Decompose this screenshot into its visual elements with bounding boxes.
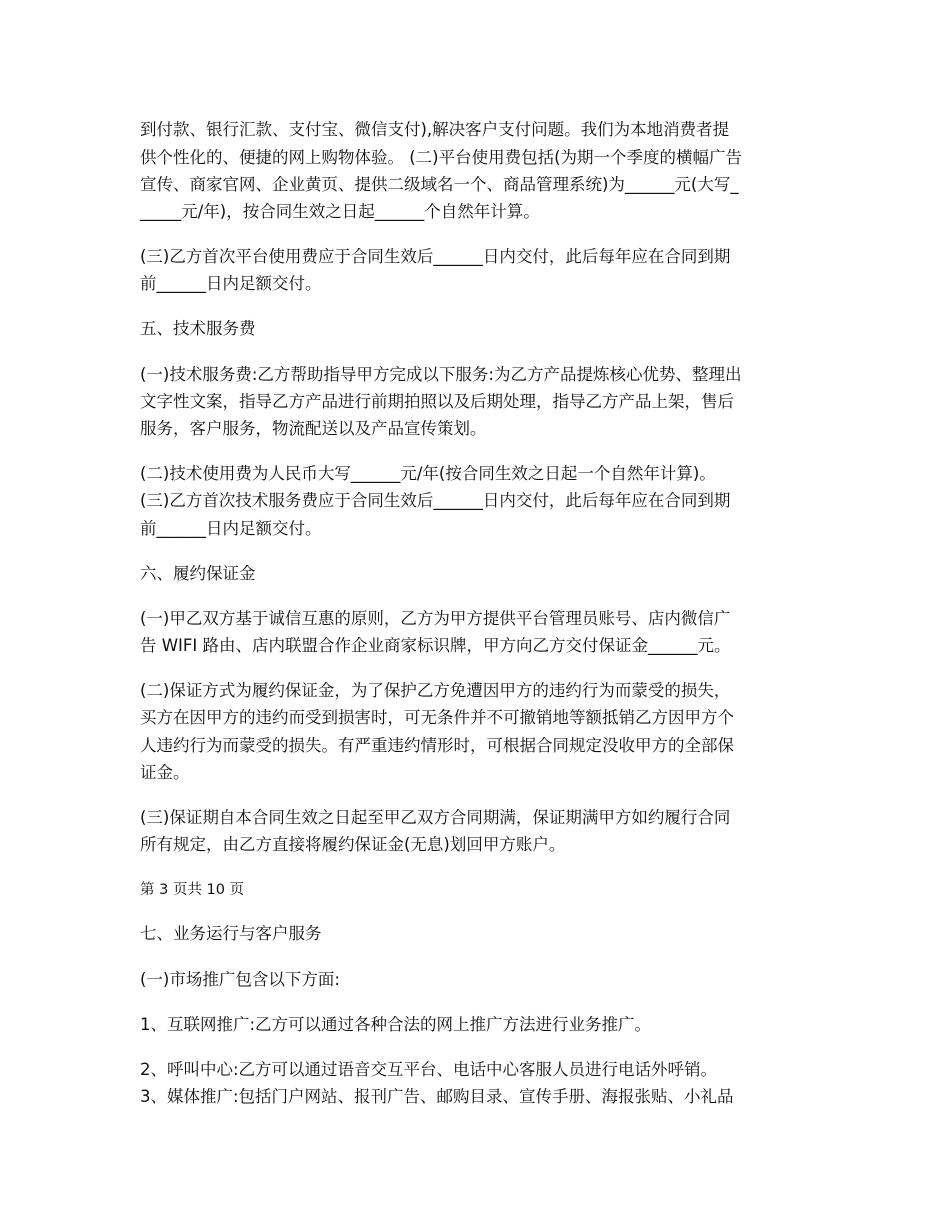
paragraph-line: 告 WIFI 路由、店内联盟合作企业商家标识牌，甲方向乙方交付保证金______元。 <box>140 636 731 655</box>
page-number: 第 3 页共 10 页 <box>140 882 245 898</box>
paragraph-line: 证金。 <box>140 763 190 782</box>
paragraph-line: 到付款、银行汇款、支付宝、微信支付),解决客户支付问题。我们为本地消费者提 <box>140 120 730 139</box>
paragraph-line: 前______日内足额交付。 <box>140 274 322 293</box>
paragraph-line: (二)保证方式为履约保证金，为了保护乙方免遭因甲方的违约行为而蒙受的损失， <box>140 681 731 700</box>
paragraph-line: 买方在因甲方的违约而受到损害时，可无条件并不可撤销地等额抵销乙方因甲方个 <box>140 708 734 727</box>
section-heading: 五、技术服务费 <box>140 319 256 338</box>
paragraph-line: (二)技术使用费为人民币大写______元/年(按合同生效之日起一个自然年计算)。 <box>140 464 716 483</box>
section-heading: 七、业务运行与客户服务 <box>140 924 322 943</box>
paragraph-line: _____元/年)，按合同生效之日起______个自然年计算。 <box>140 202 540 221</box>
paragraph-line: 前______日内足额交付。 <box>140 519 322 538</box>
list-item: 1、互联网推广:乙方可以通过各种合法的网上推广方法进行业务推广。 <box>140 1015 652 1034</box>
paragraph-line: 人违约行为而蒙受的损失。有严重违约情形时，可根据合同规定没收甲方的全部保 <box>140 736 734 755</box>
paragraph-line: (三)保证期自本合同生效之日起至甲乙双方合同期满，保证期满甲方如约履行合同 <box>140 808 731 827</box>
paragraph-line: (三)乙方首次技术服务费应于合同生效后______日内交付，此后每年应在合同到期 <box>140 491 731 510</box>
list-item: 2、呼叫中心:乙方可以通过语音交互平台、电话中心客服人员进行电话外呼销。 <box>140 1060 718 1079</box>
paragraph-line: (三)乙方首次平台使用费应于合同生效后______日内交付，此后每年应在合同到期 <box>140 247 731 266</box>
list-item: 3、媒体推广:包括门户网站、报刊广告、邮购目录、宣传手册、海报张贴、小礼品 <box>140 1087 734 1106</box>
paragraph-line: (一)市场推广包含以下方面: <box>140 970 340 989</box>
paragraph-line: 供个性化的、便捷的网上购物体验。 (二)平台使用费包括(为期一个季度的横幅广告 <box>140 148 743 167</box>
paragraph-line: 服务，客户服务，物流配送以及产品宣传策划。 <box>140 419 487 438</box>
paragraph-line: 所有规定，由乙方直接将履约保证金(无息)划回甲方账户。 <box>140 835 566 854</box>
paragraph-line: 宣传、商家官网、企业黄页、提供二级域名一个、商品管理系统)为______元(大写_ <box>140 175 739 194</box>
paragraph-line: (一)甲乙双方基于诚信互惠的原则，乙方为甲方提供平台管理员账号、店内微信广 <box>140 609 731 628</box>
section-heading: 六、履约保证金 <box>140 564 256 583</box>
paragraph-line: 文字性文案，指导乙方产品进行前期拍照以及后期处理，指导乙方产品上架，售后 <box>140 392 734 411</box>
paragraph-line: (一)技术服务费:乙方帮助指导甲方完成以下服务:为乙方产品提炼核心优势、整理出 <box>140 365 742 384</box>
